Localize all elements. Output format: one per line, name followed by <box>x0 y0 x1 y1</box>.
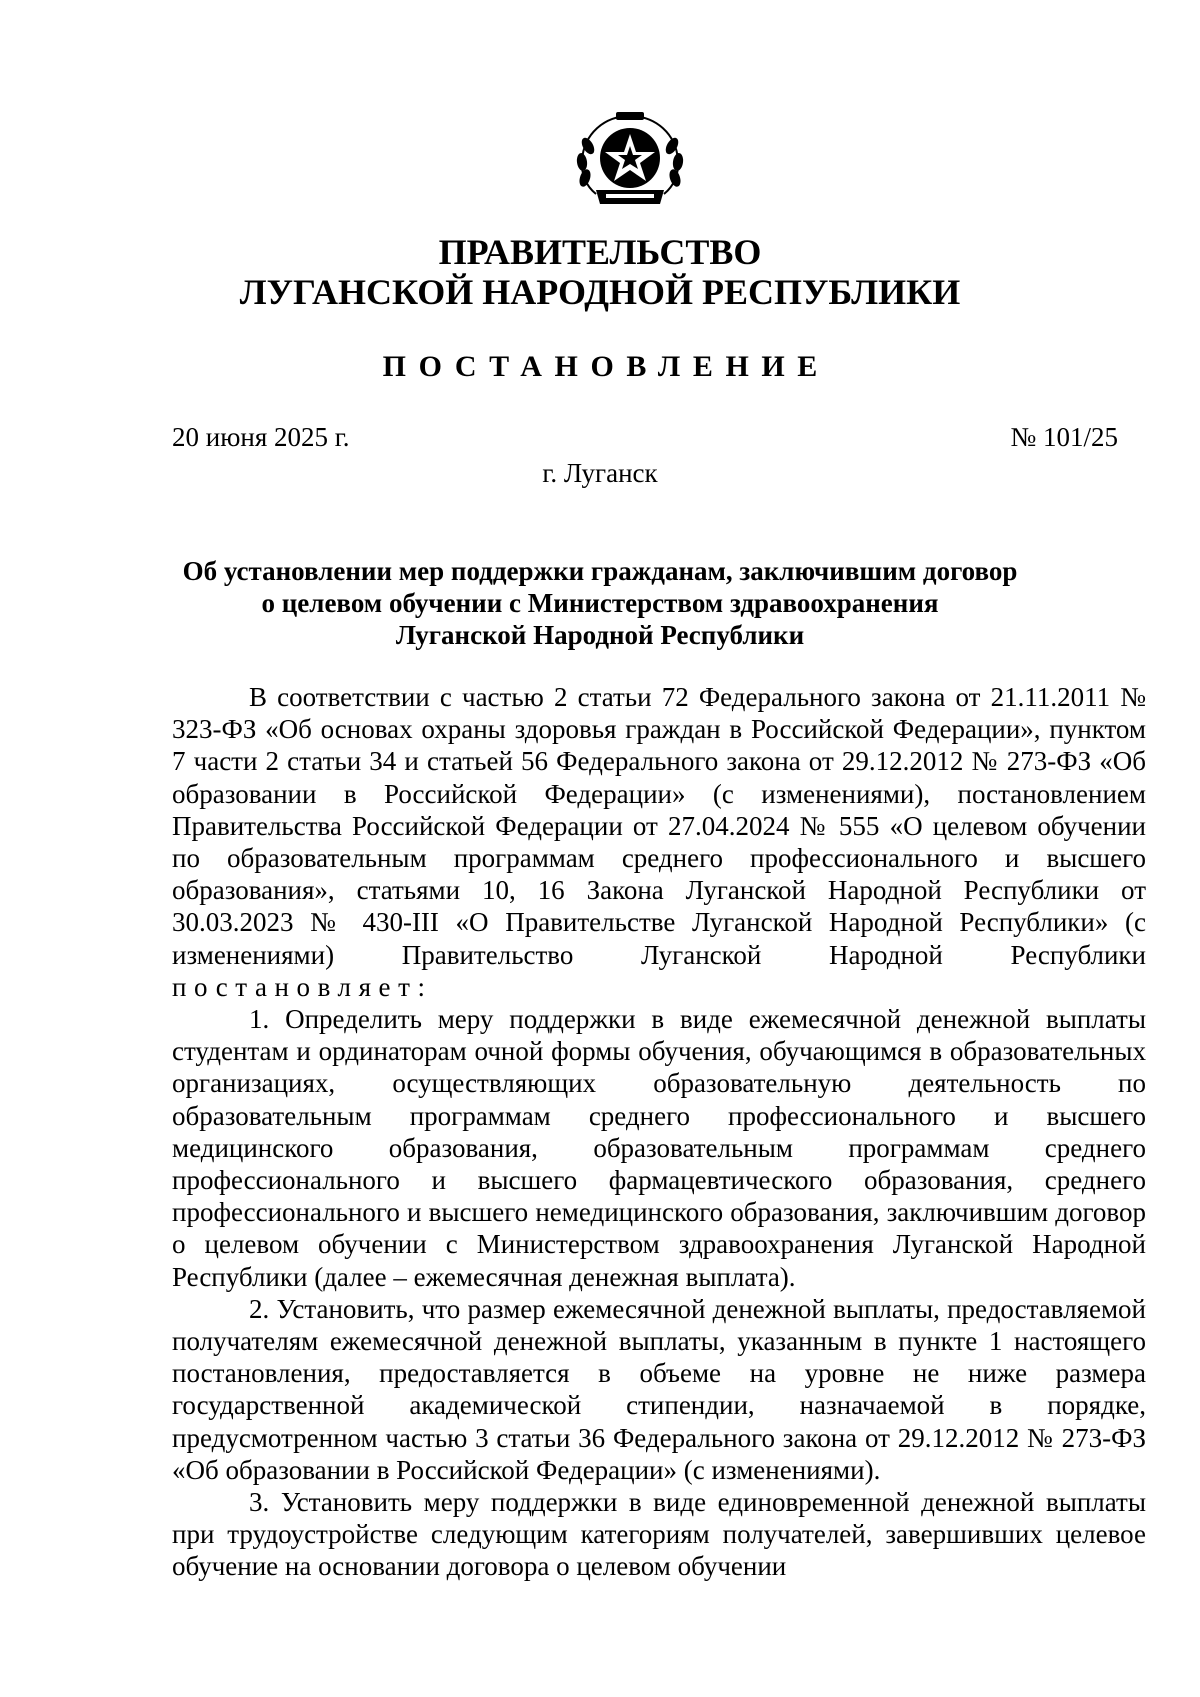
preamble-paragraph <box>172 681 1146 1003</box>
resolves-word: постановляет <box>172 971 418 1002</box>
document-city: г. Луганск <box>542 458 658 488</box>
document-body <box>172 681 1146 1583</box>
document-title <box>0 555 1200 651</box>
government-name-line2: ЛУГАНСКОЙ НАРОДНОЙ РЕСПУБЛИКИ <box>239 272 961 312</box>
document-title-line3: Луганской Народной Республики <box>395 620 805 650</box>
document-number: № 101/25 <box>1010 422 1118 452</box>
paragraph-2: 2. Установить, что размер ежемесячной денежной выплаты, предоставляемой получателям ежемесячной денежной выплаты, указанным в пункте 1 настоящего постановления, предоставляется в объеме на уровне не ниже размера государственной академической стипендии, назначаемой в порядке, предусмотренном частью 3 статьи 36 Федерального закона от 29.12.2012 № 273-ФЗ «Об образовании в Российской Федерации» (с изменениями). <box>172 1293 1146 1485</box>
preamble-colon: : <box>417 971 425 1002</box>
preamble-text: В соответствии с частью 2 статьи 72 Федерального закона от 21.11.2011 № 323-ФЗ «Об основах охраны здоровья граждан в Российской Федерации», пунктом 7 части 2 статьи 34 и статьей 56 Федерального закона от 29.12.2012 № 273-ФЗ «Об образовании в Российской Федерации» (с изменениями), постановлением Правительства Российской Федерации от 27.04.2024 № 555 «О целевом обучении по образовательным программам среднего профессионального и высшего образования», статьями 10, 16 Закона Луганской Народной Республики от 30.03.2023 № 430-III «О Правительстве Луганской Народной Республики» (с изменениями) Правительство Луганской Народной Республики <box>172 682 1146 970</box>
paragraph-1: 1. Определить меру поддержки в виде ежемесячной денежной выплаты студентам и ординаторам очной формы обучения, обучающимся в образовательных организациях, осуществляющих образовательную деятельность по образовательным программам среднего профессионального и высшего медицинского образования, образовательным программам среднего профессионального и высшего фармацевтического образования, среднего профессионального и высшего немедицинского образования, заключившим договор о целевом обучении с Министерством здравоохранения Луганской Народной Республики (далее – ежемесячная денежная выплата). <box>172 1004 1146 1292</box>
document-date: 20 июня 2025 г. <box>172 422 350 452</box>
document-type: ПОСТАНОВЛЕНИЕ <box>382 350 830 383</box>
document-title-line1: Об установлении мер поддержки гражданам, заключившим договор <box>182 556 1018 586</box>
government-name-line1: ПРАВИТЕЛЬСТВО <box>438 232 762 272</box>
document-title-line2: о целевом обучении с Министерством здравоохранения <box>261 588 939 618</box>
paragraph-3: 3. Установить меру поддержки в виде единовременной денежной выплаты при трудоустройстве следующим категориям получателей, завершивших целевое обучение на основании договора о целевом обучении <box>172 1487 1146 1582</box>
coat-of-arms-icon <box>566 112 694 214</box>
